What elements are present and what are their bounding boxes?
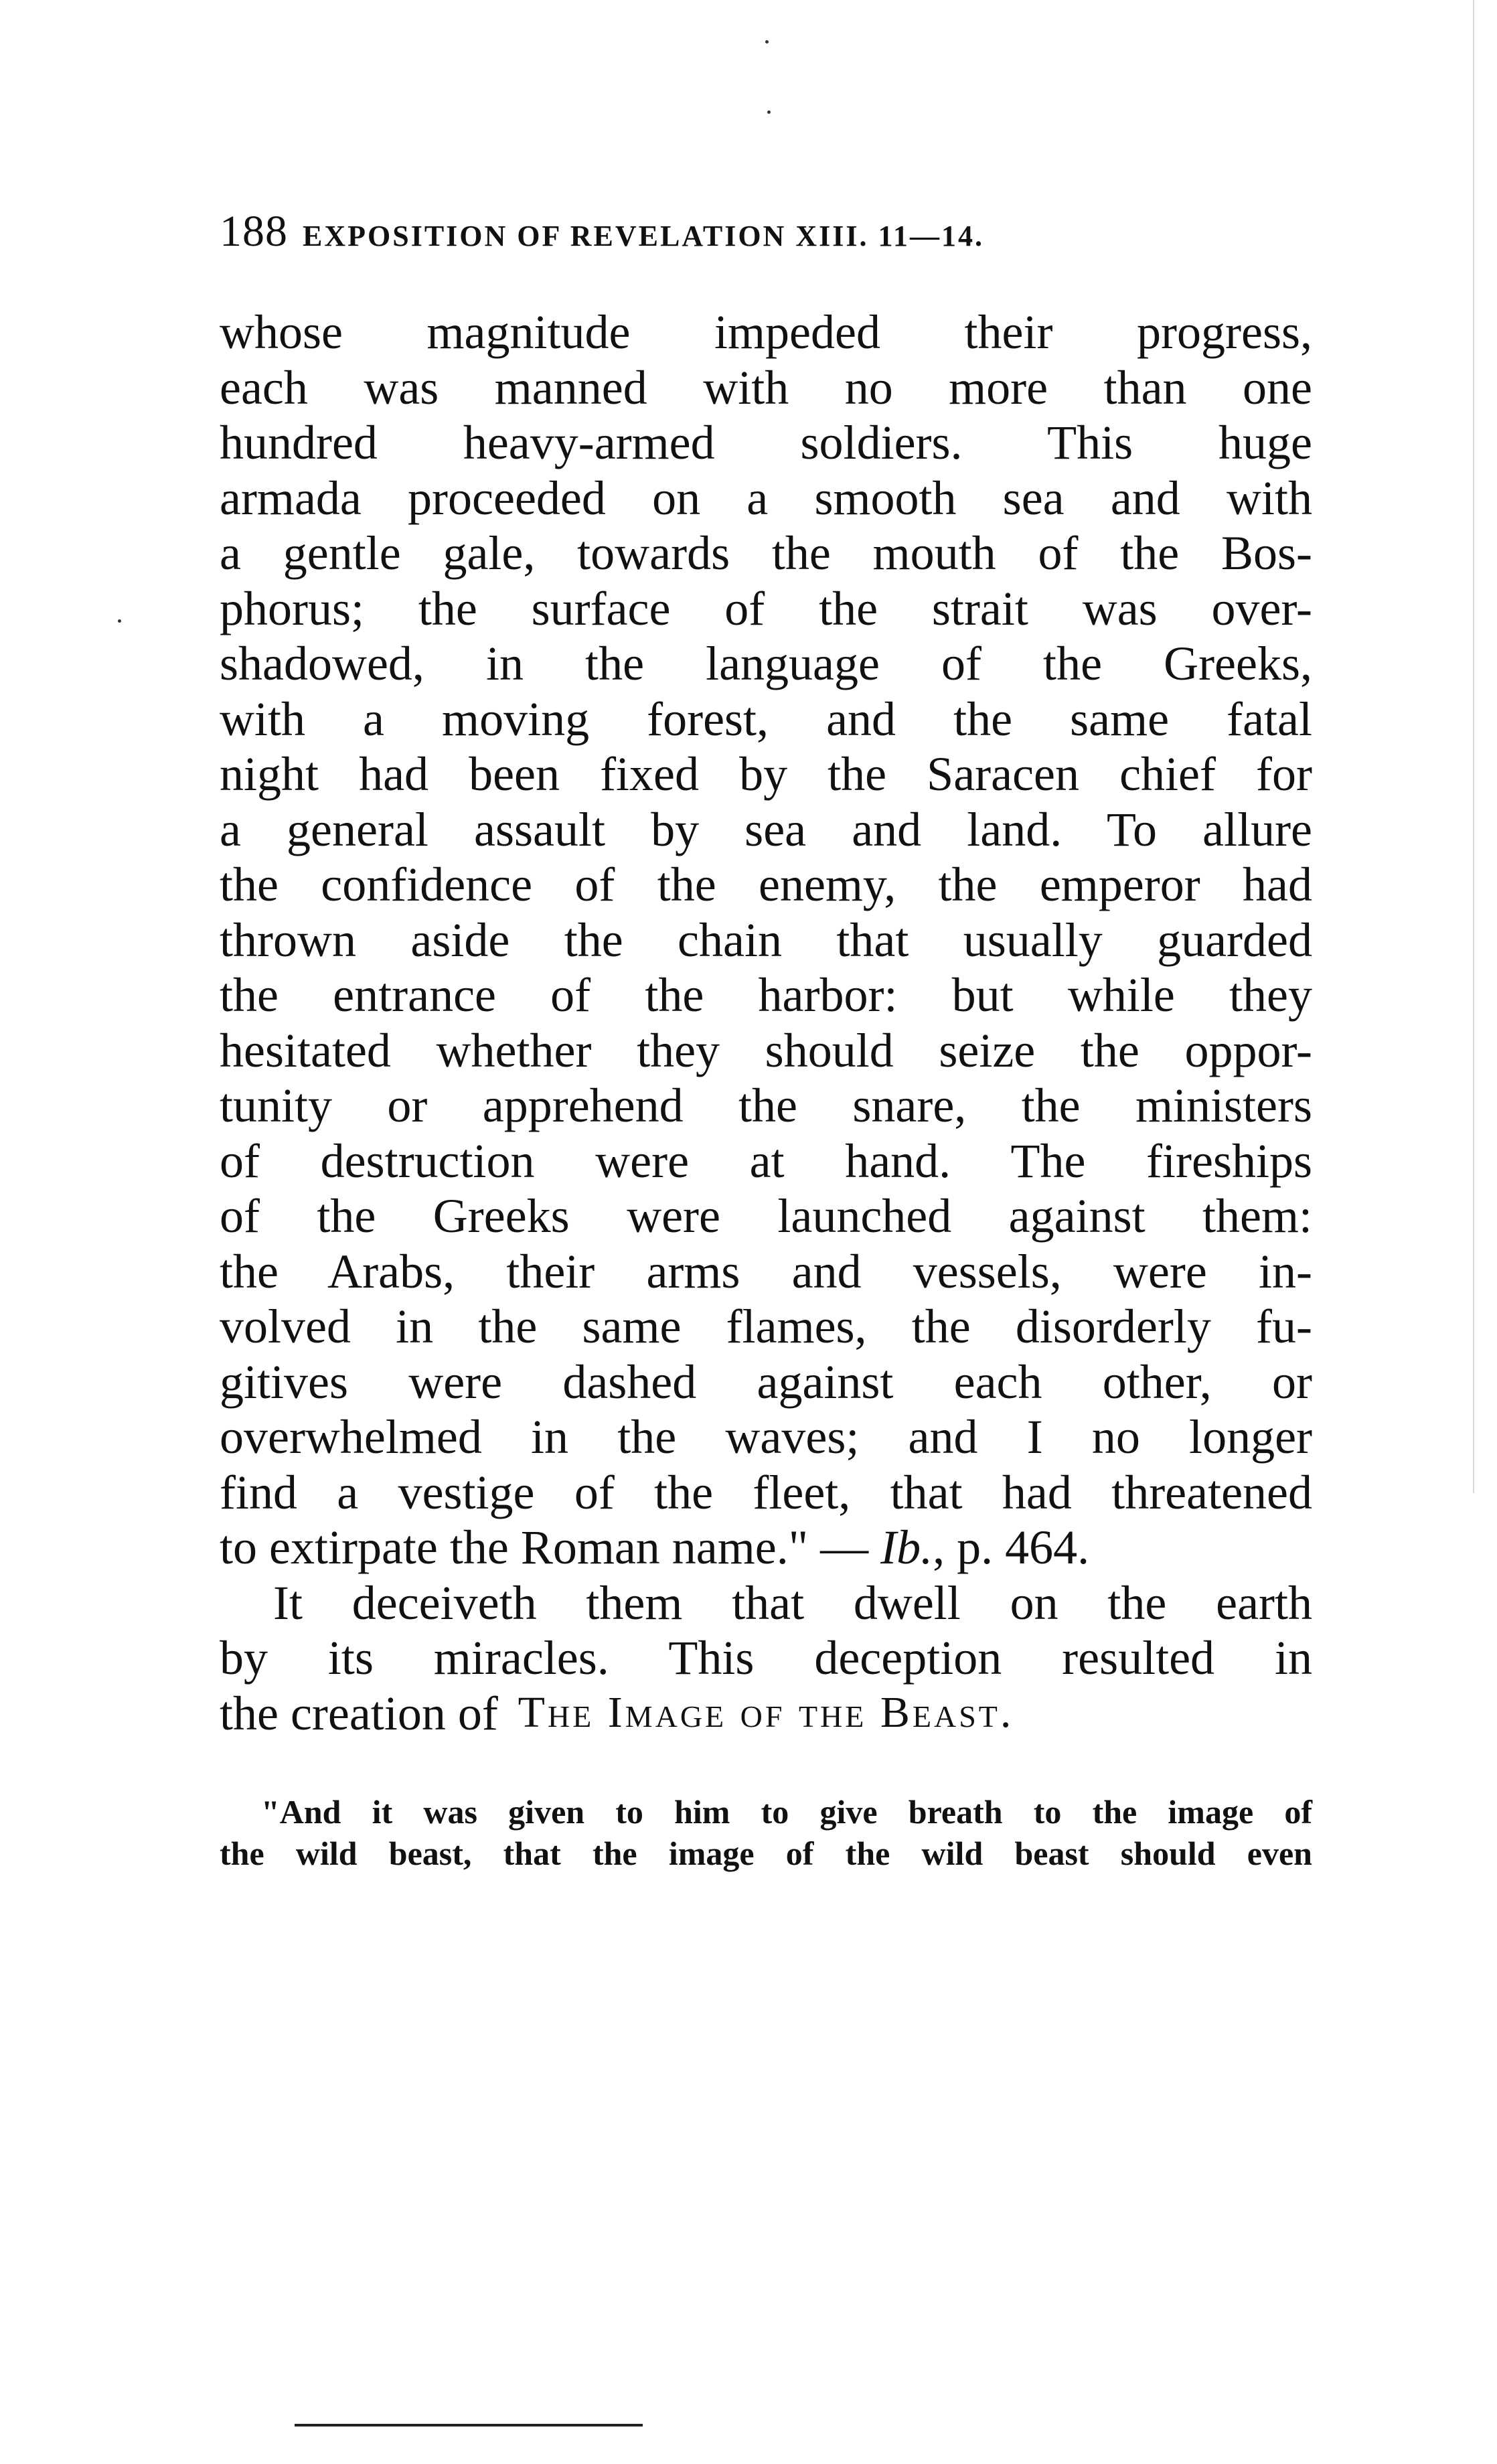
running-head [220, 206, 1318, 254]
citation-text: to extirpate the Roman name." — [220, 1521, 881, 1574]
text-line: a gentle gale, towards the mouth of the Bos- [220, 526, 1312, 580]
epigraph-line: "And it was given to him to give breath to the image of [261, 1793, 1312, 1831]
text-line: find a vestige of the fleet, that had threatened [220, 1465, 1312, 1519]
epigraph-quote [220, 1791, 1312, 1874]
citation-line [220, 1520, 1312, 1575]
section-heading: The Image of the Beast. [518, 1688, 1014, 1737]
text-line: whose magnitude impeded their progress, [220, 305, 1312, 359]
text-line: the creation of [220, 1686, 498, 1740]
text-line: thrown aside the chain that usually guarded [220, 913, 1312, 967]
text-line: tunity or apprehend the snare, the ministers [220, 1079, 1312, 1132]
text-line: the Arabs, their arms and vessels, were in- [220, 1244, 1312, 1298]
text-line: phorus; the surface of the strait was over- [220, 581, 1312, 635]
text-line: of the Greeks were launched against them: [220, 1189, 1312, 1243]
text-line: the confidence of the enemy, the emperor had [220, 858, 1312, 911]
page-edge-line [1473, 0, 1474, 1493]
body-text [220, 305, 1312, 1741]
text-line: the entrance of the harbor: but while they [220, 968, 1312, 1022]
epigraph-line: the wild beast, that the image of the wild beast should even [220, 1835, 1312, 1872]
paragraph-first-line: It deceiveth them that dwell on the earth [273, 1575, 1312, 1630]
page-number: 188 [220, 207, 288, 256]
print-speck [765, 40, 769, 44]
text-line: shadowed, in the language of the Greeks, [220, 637, 1312, 690]
text-line: by its miracles. This deception resulted in [220, 1631, 1312, 1685]
citation-page: , p. 464. [933, 1521, 1090, 1574]
text-line: each was manned with no more than one [220, 360, 1312, 414]
print-speck [767, 110, 771, 114]
text-line: night had been fixed by the Saracen chief for [220, 747, 1312, 801]
footer-rule [295, 2424, 643, 2427]
print-speck [118, 619, 121, 623]
citation-ibid: Ib. [880, 1521, 933, 1574]
text-line: of destruction were at hand. The fireships [220, 1134, 1312, 1188]
text-line: armada proceeded on a smooth sea and with [220, 471, 1312, 525]
text-line: volved in the same flames, the disorderly fu- [220, 1300, 1312, 1353]
text-line: with a moving forest, and the same fatal [220, 692, 1312, 746]
text-line: gitives were dashed against each other, or [220, 1355, 1312, 1409]
text-line: hesitated whether they should seize the oppor- [220, 1023, 1312, 1077]
text-line: hundred heavy-armed soldiers. This huge [220, 416, 1312, 469]
text-line: overwhelmed in the waves; and I no longer [220, 1410, 1312, 1464]
text-line: a general assault by sea and land. To allure [220, 802, 1312, 856]
running-title: EXPOSITION OF REVELATION XIII. 11—14. [303, 220, 985, 252]
